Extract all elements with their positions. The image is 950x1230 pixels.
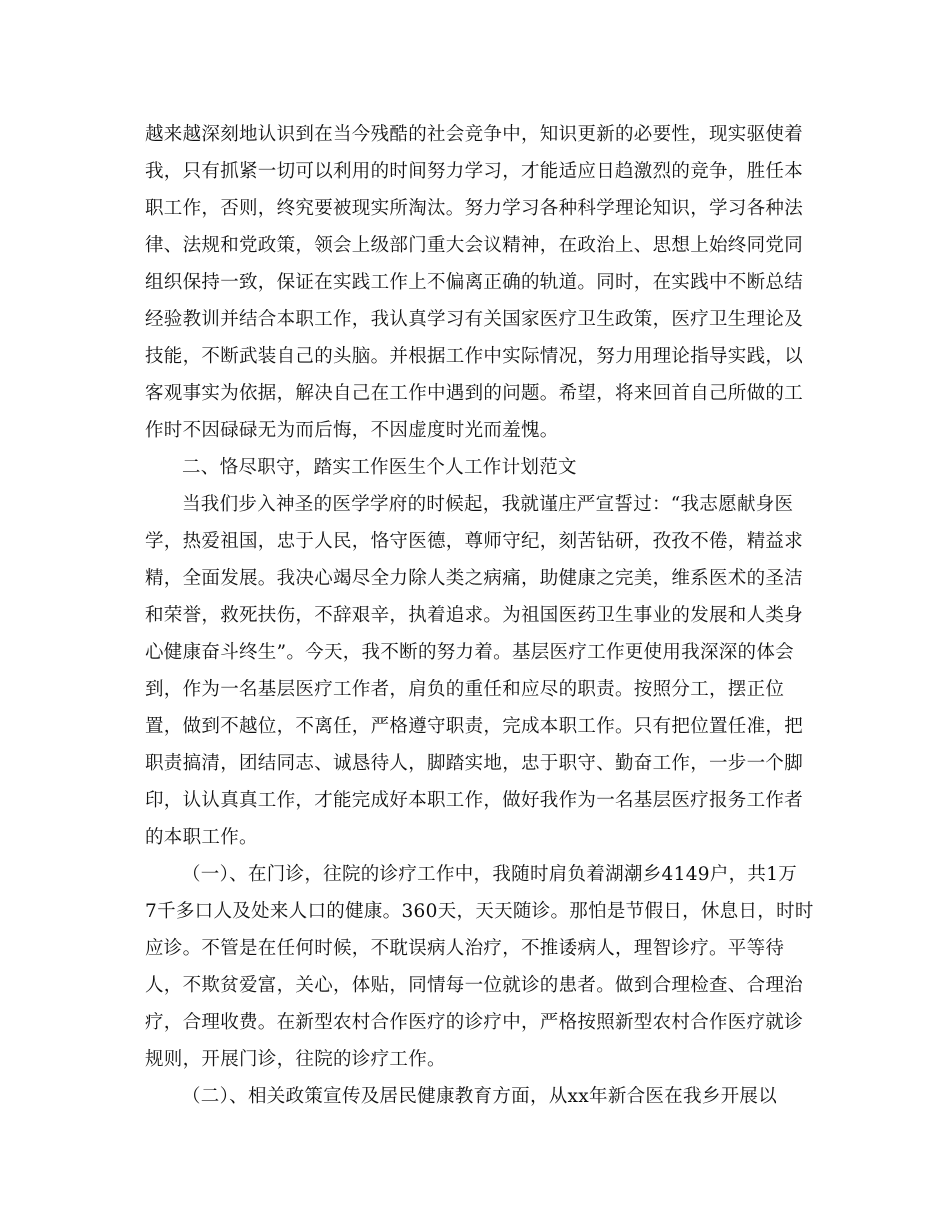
text-line: 客观事实为依据，解决自己在工作中遇到的问题。希望，将来回首自己所做的工 (145, 383, 804, 404)
text-line: 疗，合理收费。在新型农村合作医疗的诊疗中，严格按照新型农村合作医疗就诊 (145, 1012, 804, 1033)
text-line: 置，做到不越位，不离任，严格遵守职责，完成本职工作。只有把位置任准，把 (145, 716, 804, 737)
text-line: 作时不因碌碌无为而后悔，不因虚度时光而羞愧。 (145, 420, 559, 441)
text-line: 到，作为一名基层医疗工作者，肩负的重任和应尽的职责。按照分工，摆正位 (145, 679, 785, 700)
text-line: 7千多口人及处来人口的健康。360天，天天随诊。那怕是节假日，休息日，时时 (145, 901, 814, 922)
text-line: （二）、相关政策宣传及居民健康教育方面，从xx年新合医在我乡开展以 (182, 1086, 778, 1107)
text-line: 印，认认真真工作，才能完成好本职工作，做好我作为一名基层医疗报务工作者 (145, 790, 804, 811)
text-line: 应诊。不管是在任何时候，不耽误病人治疗，不推诿病人，理智诊疗。平等待 (145, 938, 785, 959)
text-line: 我，只有抓紧一切可以利用的时间努力学习，才能适应日趋激烈的竞争，胜任本 (145, 161, 804, 182)
text-line: 精，全面发展。我决心竭尽全力除人类之病痛，助健康之完美，维系医术的圣洁 (145, 568, 804, 589)
text-line: 心健康奋斗终生”。今天，我不断的努力着。基层医疗工作更使用我深深的体会 (145, 642, 794, 663)
text-line: 职工作，否则，终究要被现实所淘汰。努力学习各种科学理论知识，学习各种法 (145, 198, 804, 219)
text-line: 越来越深刻地认识到在当今残酷的社会竞争中，知识更新的必要性，现实驱使着 (145, 124, 804, 145)
text-line: 规则，开展门诊，往院的诊疗工作。 (145, 1049, 446, 1070)
text-line: 经验教训并结合本职工作，我认真学习有关国家医疗卫生政策，医疗卫生理论及 (145, 309, 804, 330)
text-line: 学，热爱祖国，忠于人民，恪守医德，尊师守纪，刻苦钻研，孜孜不倦，精益求 (145, 531, 804, 552)
text-line: 和荣誉，救死扶伤，不辞艰辛，执着追求。为祖国医药卫生事业的发展和人类身 (145, 605, 804, 626)
section-heading: 二、恪尽职守，踏实工作医生个人工作计划范文 (182, 457, 577, 478)
text-line: 律、法规和党政策，领会上级部门重大会议精神，在政治上、思想上始终同党同 (145, 235, 804, 256)
text-line: 组织保持一致，保证在实践工作上不偏离正确的轨道。同时，在实践中不断总结 (145, 272, 804, 293)
text-line: 职责搞清，团结同志、诚恳待人，脚踏实地，忠于职守、勤奋工作，一步一个脚 (145, 753, 804, 774)
text-line: 人，不欺贫爱富，关心，体贴，同情每一位就诊的患者。做到合理检查、合理治 (145, 975, 804, 996)
text-line: （一）、在门诊，往院的诊疗工作中，我随时肩负着湖潮乡4149户，共1万 (182, 864, 798, 885)
text-line: 技能，不断武装自己的头脑。并根据工作中实际情况，努力用理论指导实践，以 (145, 346, 804, 367)
text-line: 的本职工作。 (145, 827, 258, 848)
text-line: 当我们步入神圣的医学学府的时候起，我就谨庄严宣誓过：“我志愿献身医 (182, 494, 794, 515)
